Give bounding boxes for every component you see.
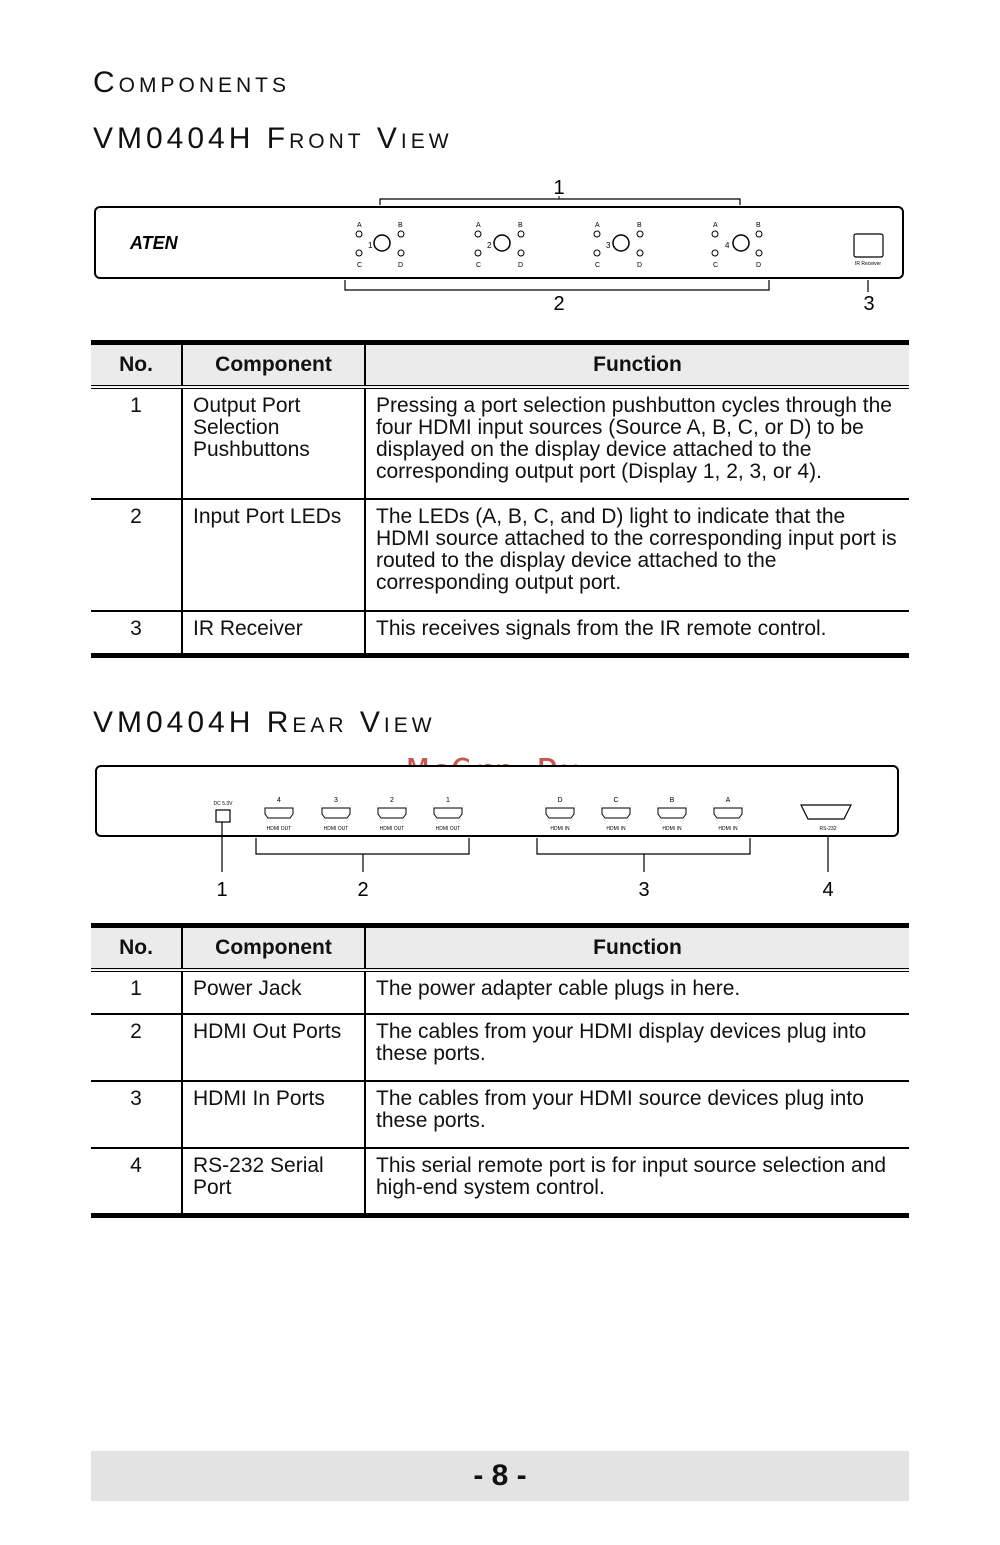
rear-callout-1: 1	[216, 879, 228, 901]
svg-text:HDMI IN: HDMI IN	[718, 826, 738, 832]
header-component: Component	[182, 343, 365, 388]
front-callout-2: 2	[553, 293, 565, 315]
svg-text:3: 3	[606, 241, 611, 250]
svg-text:C: C	[476, 262, 482, 269]
svg-text:HDMI OUT: HDMI OUT	[266, 826, 292, 832]
svg-text:3: 3	[334, 797, 338, 804]
svg-text:C: C	[613, 797, 619, 804]
svg-text:4: 4	[725, 241, 730, 250]
svg-text:D: D	[518, 262, 524, 269]
rear-view-heading: VM0404H Rear View	[93, 706, 436, 739]
header-function: Function	[365, 343, 909, 388]
front-view-heading: VM0404H Front View	[93, 122, 453, 155]
front-callout-1: 1	[553, 177, 565, 199]
front-components-table	[91, 340, 909, 658]
ir-receiver-label: IR Receiver	[854, 261, 882, 267]
svg-text:C: C	[595, 262, 601, 269]
rear-view-diagram	[85, 760, 915, 905]
svg-text:A: A	[713, 222, 718, 229]
header-function: Function	[365, 926, 909, 971]
svg-text:A: A	[476, 222, 481, 229]
svg-text:D: D	[398, 262, 404, 269]
svg-text:HDMI OUT: HDMI OUT	[323, 826, 349, 832]
svg-text:B: B	[518, 222, 523, 229]
aten-logo: ATEN	[130, 233, 178, 253]
rear-callout-3: 3	[638, 879, 650, 901]
svg-text:A: A	[357, 222, 362, 229]
svg-text:C: C	[357, 262, 363, 269]
svg-text:HDMI OUT: HDMI OUT	[435, 826, 461, 832]
svg-text:2: 2	[390, 797, 394, 804]
svg-text:C: C	[713, 262, 719, 269]
svg-text:D: D	[637, 262, 643, 269]
page-title: Components	[93, 66, 291, 99]
rear-callout-4: 4	[822, 879, 834, 901]
svg-text:1: 1	[368, 241, 373, 250]
front-callout-3: 3	[863, 293, 875, 315]
header-no: No.	[91, 343, 182, 388]
table-row: 3 IR Receiver This receives signals from the IR remote control.	[91, 611, 909, 655]
svg-text:1: 1	[446, 797, 450, 804]
svg-text:2: 2	[487, 241, 492, 250]
svg-text:D: D	[756, 262, 762, 269]
svg-text:HDMI IN: HDMI IN	[606, 826, 626, 832]
table-row: 3 HDMI In Ports The cables from your HDMI source devices plug into these ports.	[91, 1081, 909, 1148]
rear-callout-2: 2	[357, 879, 369, 901]
svg-text:A: A	[595, 222, 600, 229]
svg-text:HDMI OUT: HDMI OUT	[379, 826, 405, 832]
table-row: 1 Output Port Selection Pushbuttons Pressing a port selection pushbutton cycles through the four HDMI input sources (Source A, B, C, or D) to be displayed on the display device attached to the corresponding output port (Display 1, 2, 3, or 4).	[91, 387, 909, 499]
table-row: 2 Input Port LEDs The LEDs (A, B, C, and D) light to indicate that the HDMI source attached to the corresponding input port is routed to the display device attached to the corresponding output port.	[91, 499, 909, 611]
header-component: Component	[182, 926, 365, 971]
svg-text:D: D	[557, 797, 563, 804]
table-row: 4 RS-232 Serial Port This serial remote port is for input source selection and high-end system control.	[91, 1148, 909, 1215]
table-row: 1 Power Jack The power adapter cable plugs in here.	[91, 970, 909, 1014]
page-number: - 8 -	[91, 1451, 909, 1501]
front-view-diagram	[85, 172, 915, 317]
svg-text:B: B	[669, 797, 675, 804]
svg-text:B: B	[756, 222, 761, 229]
header-no: No.	[91, 926, 182, 971]
svg-text:HDMI IN: HDMI IN	[550, 826, 570, 832]
svg-text:B: B	[637, 222, 642, 229]
svg-text:4: 4	[277, 797, 281, 804]
svg-text:A: A	[725, 797, 731, 804]
rs232-label: RS-232	[819, 826, 837, 832]
rear-components-table	[91, 923, 909, 1218]
svg-text:HDMI IN: HDMI IN	[662, 826, 682, 832]
svg-text:B: B	[398, 222, 403, 229]
power-label: DC 5.3V	[213, 801, 233, 807]
table-row: 2 HDMI Out Ports The cables from your HDMI display devices plug into these ports.	[91, 1014, 909, 1081]
